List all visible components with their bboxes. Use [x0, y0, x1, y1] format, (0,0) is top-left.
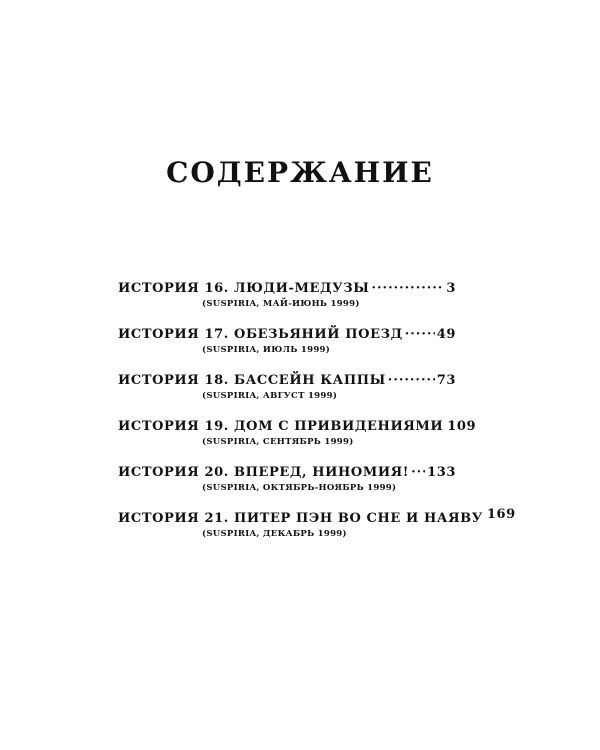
- toc-source: (SUSPIRIA, ДЕКАБРЬ 1999): [202, 529, 347, 539]
- toc-source: (SUSPIRIA, ОКТЯБРЬ-НОЯБРЬ 1999): [202, 483, 397, 493]
- toc-page-number: 109: [447, 419, 477, 434]
- toc-line: [118, 280, 456, 298]
- toc-entry: [118, 372, 456, 418]
- page-title: СОДЕРЖАНИЕ: [166, 156, 434, 189]
- toc-leader-dots: [411, 464, 425, 482]
- toc-leader-dots: [372, 280, 445, 298]
- toc-source: (SUSPIRIA, АВГУСТ 1999): [202, 391, 338, 401]
- toc-page-number: 133: [427, 465, 456, 480]
- toc-line: [118, 418, 477, 436]
- toc-entry: [118, 464, 456, 510]
- table-of-contents: [118, 280, 516, 556]
- toc-page-number: 49: [436, 327, 456, 342]
- toc-entry: [118, 280, 456, 326]
- toc-entry: [118, 507, 516, 556]
- toc-heading: ИСТОРИЯ 20. ВПЕРЕД, НИНОМИЯ!: [118, 465, 410, 480]
- toc-source: (SUSPIRIA, СЕНТЯБРЬ 1999): [202, 437, 354, 447]
- toc-leader-dots: [405, 326, 435, 344]
- toc-leader-dots: [388, 372, 435, 390]
- toc-heading: ИСТОРИЯ 19. ДОМ С ПРИВИДЕНИЯМИ: [118, 419, 444, 434]
- toc-line: [118, 372, 456, 390]
- toc-heading: ИСТОРИЯ 18. БАССЕЙН КАППЫ: [118, 373, 386, 388]
- toc-entry: [118, 418, 477, 464]
- toc-heading: ИСТОРИЯ 17. ОБЕЗЬЯНИЙ ПОЕЗД: [118, 327, 403, 342]
- toc-heading: ИСТОРИЯ 16. ЛЮДИ-МЕДУЗЫ: [118, 281, 370, 296]
- toc-page-number: 169: [486, 507, 516, 522]
- toc-heading: ИСТОРИЯ 21. ПИТЕР ПЭН ВО СНЕ И НАЯВУ: [118, 511, 483, 526]
- toc-line: [118, 326, 456, 344]
- toc-source: (SUSPIRIA, МАЙ-ИЮНЬ 1999): [202, 299, 360, 309]
- toc-line: [118, 507, 516, 528]
- toc-page-number: 73: [436, 373, 456, 388]
- toc-entry: [118, 326, 456, 372]
- toc-source: (SUSPIRIA, ИЮЛЬ 1999): [202, 345, 331, 355]
- toc-line: [118, 464, 456, 482]
- toc-page-number: 3: [446, 281, 456, 296]
